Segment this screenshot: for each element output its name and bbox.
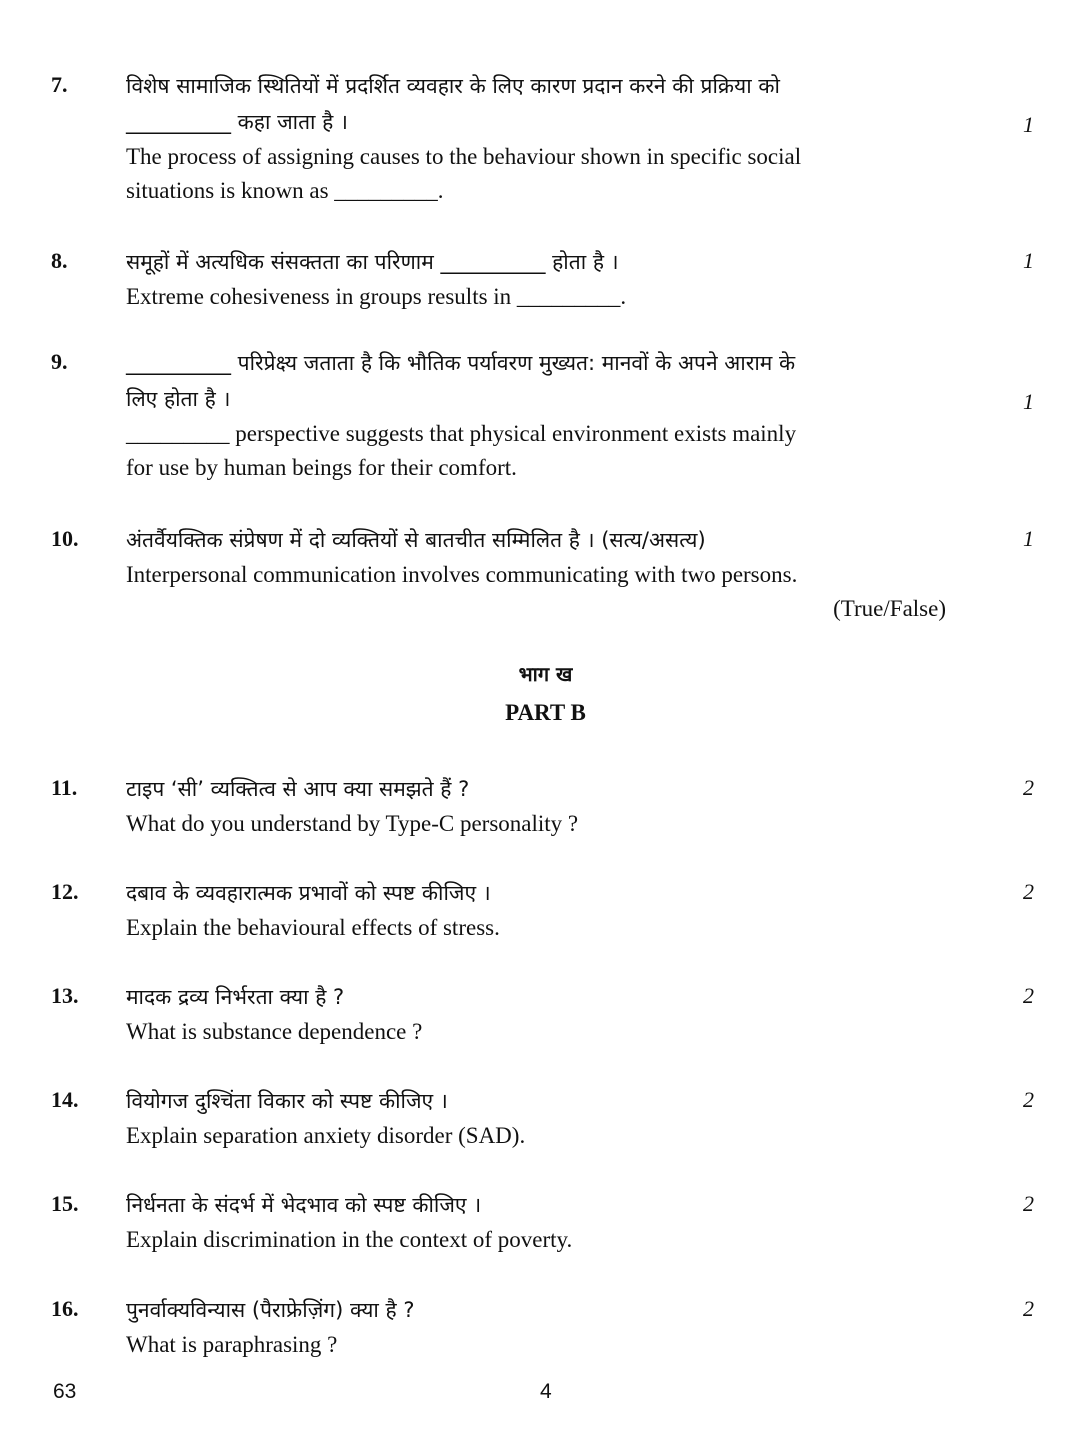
hindi-line: लिए होता है । (126, 387, 231, 411)
english-line: What is paraphrasing ? (126, 1332, 338, 1357)
hindi-line: अंतर्वैयक्तिक संप्रेषण में दो व्यक्तियों से बातचीत सम्मिलित है । (सत्य/असत्य) (126, 528, 706, 552)
marks: 2 (1023, 1087, 1034, 1112)
english-line: What do you understand by Type-C personality ? (126, 811, 579, 836)
marks: 2 (1023, 1296, 1034, 1321)
question-text (126, 979, 986, 1049)
question-number: 9. (51, 349, 68, 374)
english-line: What is substance dependence ? (126, 1019, 423, 1044)
question-number: 15. (51, 1191, 79, 1216)
question-text (126, 771, 986, 841)
hindi-line: मादक द्रव्य निर्भरता क्या है ? (126, 985, 345, 1009)
english-line: Explain the behavioural effects of stress. (126, 915, 500, 940)
hindi-line: विशेष सामाजिक स्थितियों में प्रदर्शित व्यवहार के लिए कारण प्रदान करने की प्रक्रिया को (126, 74, 780, 98)
question-number: 11. (51, 775, 78, 800)
question-number: 8. (51, 248, 68, 273)
english-line: Interpersonal communication involves communicating with two persons. (126, 562, 798, 587)
hindi-line: __________ परिप्रेक्ष्य जताता है कि भौतिक पर्यावरण मुख्यत: मानवों के अपने आराम के (126, 351, 796, 375)
marks: 2 (1023, 879, 1034, 904)
english-line: for use by human beings for their comfort. (126, 455, 517, 480)
marks: 1 (1023, 112, 1034, 137)
hindi-line: टाइप ‘सी’ व्यक्तित्व से आप क्या समझते हैं ? (126, 777, 470, 801)
english-line: Explain discrimination in the context of poverty. (126, 1227, 573, 1252)
question-text (126, 1083, 986, 1153)
english-line: _________ perspective suggests that physical environment exists mainly (126, 421, 797, 446)
marks: 1 (1023, 248, 1034, 273)
paper-code: 63 (53, 1380, 77, 1403)
marks: 1 (1023, 526, 1034, 551)
part-heading: PART B (505, 700, 586, 725)
hindi-line: निर्धनता के संदर्भ में भेदभाव को स्पष्ट कीजिए । (126, 1193, 482, 1217)
hindi-line: पुनर्वाक्यविन्यास (पैराफ्रेज़िंग) क्या है ? (126, 1298, 415, 1322)
question-number: 7. (51, 72, 68, 97)
marks: 2 (1023, 983, 1034, 1008)
question-text (126, 345, 986, 485)
question-text (126, 875, 986, 945)
question-text (126, 244, 986, 314)
marks: 2 (1023, 1191, 1034, 1216)
marks: 2 (1023, 775, 1034, 800)
english-line: The process of assigning causes to the behaviour shown in specific social (126, 144, 802, 169)
hindi-line: वियोगज दुश्चिंता विकार को स्पष्ट कीजिए । (126, 1089, 448, 1113)
hindi-line: __________ कहा जाता है । (126, 110, 348, 134)
question-text (126, 1292, 986, 1362)
question-text (126, 522, 986, 626)
question-text (126, 1187, 986, 1257)
part-heading-hindi: भाग ख (518, 662, 573, 686)
english-line: situations is known as _________. (126, 178, 444, 203)
hindi-line: दबाव के व्यवहारात्मक प्रभावों को स्पष्ट कीजिए । (126, 881, 491, 905)
hindi-line: समूहों में अत्यधिक संसक्तता का परिणाम __________ होता है । (126, 250, 619, 274)
english-line: Explain separation anxiety disorder (SAD). (126, 1123, 526, 1148)
true-false-label: (True/False) (833, 596, 946, 621)
question-number: 12. (51, 879, 79, 904)
question-number: 13. (51, 983, 79, 1008)
question-number: 16. (51, 1296, 79, 1321)
question-text (126, 68, 986, 208)
page-number: 4 (540, 1380, 552, 1403)
question-number: 14. (51, 1087, 79, 1112)
marks: 1 (1023, 389, 1034, 414)
english-line: Extreme cohesiveness in groups results in _________. (126, 284, 627, 309)
question-number: 10. (51, 526, 79, 551)
